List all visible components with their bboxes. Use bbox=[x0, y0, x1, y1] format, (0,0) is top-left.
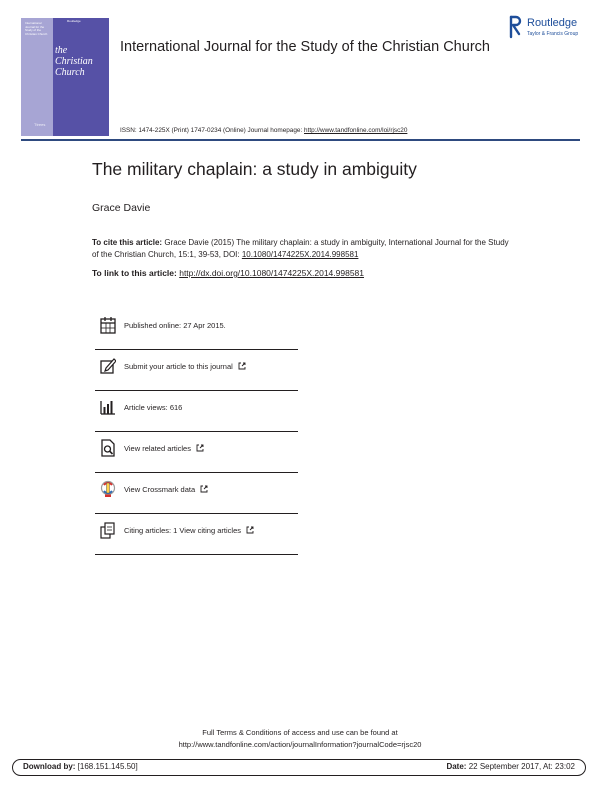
header-divider bbox=[21, 139, 580, 141]
cover-side-strip bbox=[21, 18, 53, 136]
routledge-logo[interactable] bbox=[509, 15, 589, 41]
published-online-text: Published online: 27 Apr 2015. bbox=[124, 321, 226, 330]
date-value: 22 September 2017, At: 23:02 bbox=[466, 762, 575, 771]
terms-notice bbox=[0, 727, 600, 751]
journal-homepage-link[interactable]: http://www.tandfonline.com/loi/rjsc20 bbox=[304, 127, 408, 134]
related-articles-label bbox=[124, 444, 204, 453]
link-line bbox=[92, 268, 364, 278]
crossmark-icon bbox=[100, 480, 116, 498]
crossmark-label bbox=[124, 485, 208, 494]
related-articles-text[interactable]: View related articles bbox=[124, 444, 191, 453]
calendar-icon bbox=[100, 316, 116, 334]
issn-text: ISSN: 1474-225X (Print) 1747-0234 (Online) Journal homepage: bbox=[120, 127, 305, 134]
citing-articles-label bbox=[124, 526, 254, 535]
article-views-row bbox=[95, 391, 298, 432]
cover-title: the Christian Church bbox=[55, 45, 93, 78]
routledge-logo-icon bbox=[509, 15, 522, 39]
terms-url[interactable]: http://www.tandfonline.com/action/journalInformation?journalCode=rjsc20 bbox=[178, 740, 422, 749]
journal-title: International Journal for the Study of the Christian Church bbox=[120, 39, 490, 55]
citing-articles-row[interactable] bbox=[95, 514, 298, 555]
citing-icon bbox=[100, 521, 116, 539]
cover-strip-text: International Journal for the Study of the Christian Church bbox=[25, 21, 48, 36]
article-author: Grace Davie bbox=[92, 202, 151, 214]
cite-doi-link[interactable]: 10.1080/1474225X.2014.998581 bbox=[241, 249, 359, 259]
download-info-bar bbox=[12, 759, 586, 776]
citing-articles-text[interactable]: Citing articles: 1 View citing articles bbox=[124, 526, 241, 535]
date-label: Date: bbox=[446, 762, 467, 771]
article-doi-link[interactable]: http://dx.doi.org/10.1080/1474225X.2014.998581 bbox=[179, 268, 365, 278]
publisher-name: Routledge bbox=[527, 17, 578, 29]
crossmark-text[interactable]: View Crossmark data bbox=[124, 485, 196, 494]
download-date bbox=[446, 762, 575, 771]
download-label: Download by: bbox=[23, 762, 76, 771]
download-by bbox=[23, 762, 138, 771]
citation-block bbox=[92, 237, 512, 260]
document-search-icon bbox=[100, 439, 116, 457]
terms-line-1: Full Terms & Conditions of access and use can be found at bbox=[202, 728, 398, 737]
related-articles-row[interactable] bbox=[95, 432, 298, 473]
external-link-icon bbox=[196, 444, 204, 452]
crossmark-row[interactable] bbox=[95, 473, 298, 514]
cite-text: Grace Davie (2015) The military chaplain: a study in ambiguity, International Journal for the Study of the Christian Church, 15:1, 39-53, DOI: bbox=[92, 238, 509, 259]
external-link-icon bbox=[238, 362, 246, 370]
publisher-subtitle: Taylor & Francis Group bbox=[527, 31, 579, 37]
bar-chart-icon bbox=[100, 398, 116, 416]
submit-article-text[interactable]: Submit your article to this journal bbox=[124, 362, 233, 371]
article-views-text: Article views: 616 bbox=[124, 403, 183, 412]
article-info-list bbox=[95, 309, 298, 555]
download-ip: [168.151.145.50] bbox=[75, 762, 138, 771]
edit-icon bbox=[100, 357, 116, 375]
submit-article-row[interactable] bbox=[95, 350, 298, 391]
external-link-icon bbox=[200, 485, 208, 493]
journal-cover-thumbnail bbox=[21, 18, 109, 136]
external-link-icon bbox=[246, 526, 254, 534]
issn-line bbox=[120, 127, 407, 134]
article-title: The military chaplain: a study in ambiguity bbox=[92, 159, 417, 179]
link-label: To link to this article: bbox=[92, 268, 180, 278]
cover-strip-bottom-text: Ttrees bbox=[34, 122, 46, 127]
submit-article-label bbox=[124, 362, 246, 371]
cover-top-label: Routledge bbox=[67, 19, 81, 23]
cite-label: To cite this article: bbox=[92, 238, 165, 247]
published-online-row bbox=[95, 309, 298, 350]
